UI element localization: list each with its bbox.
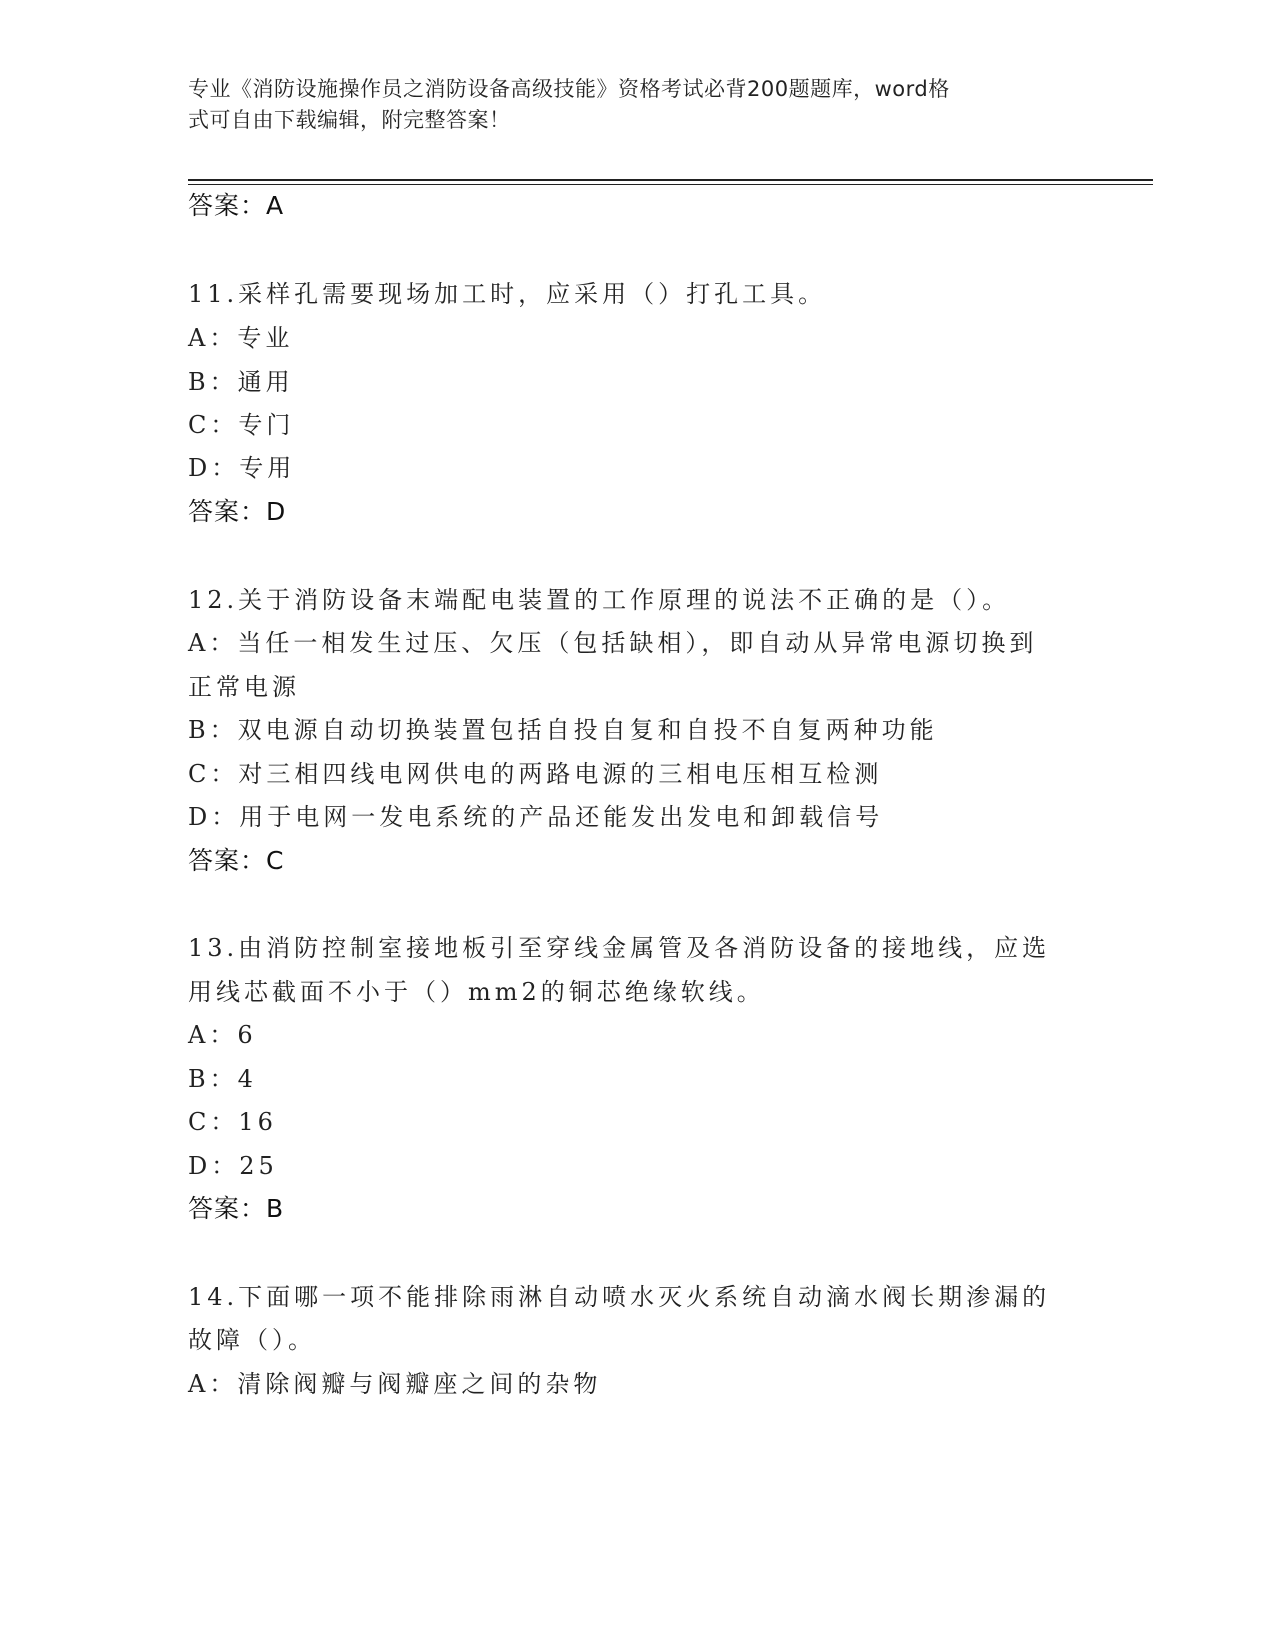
option-c: C：专门 <box>188 411 295 439</box>
option-b: B：双电源自动切换装置包括自投自复和自投不自复两种功能 <box>188 716 938 744</box>
option-b: B：4 <box>188 1065 257 1093</box>
answer-line: 答案：D <box>188 497 287 526</box>
option-a: A：清除阀瓣与阀瓣座之间的杂物 <box>188 1370 602 1398</box>
option-c: C：16 <box>188 1108 277 1136</box>
document-header <box>188 74 1068 136</box>
answer-line: 答案：B <box>188 1194 285 1223</box>
question-stem: 13.由消防控制室接地板引至穿线金属管及各消防设备的接地线，应选 <box>188 934 1051 962</box>
question-stem: 11.采样孔需要现场加工时，应采用（）打孔工具。 <box>188 280 827 308</box>
option-b: B：通用 <box>188 368 294 396</box>
option-d: D：25 <box>188 1152 278 1180</box>
question-stem-continued: 用线芯截面不小于（）mm2的铜芯绝缘软线。 <box>188 978 765 1006</box>
header-intro-line-2: 式可自由下载编辑，附完整答案！ <box>188 108 511 132</box>
question-stem-continued: 故障（）。 <box>188 1326 316 1354</box>
option-d: D：用于电网一发电系统的产品还能发出发电和卸载信号 <box>188 803 884 831</box>
option-a: A：当任一相发生过压、欠压（包括缺相），即自动从异常电源切换到 <box>188 629 1038 657</box>
header-intro-line-1: 专业《消防设施操作员之消防设备高级技能》资格考试必背200题题库，word格 <box>188 77 950 101</box>
option-a: A：专业 <box>188 324 294 352</box>
option-a: A：6 <box>188 1021 257 1049</box>
header-divider-thin <box>188 184 1153 185</box>
question-stem: 14.下面哪一项不能排除雨淋自动喷水灭火系统自动滴水阀长期渗漏的 <box>188 1283 1051 1311</box>
answer-line: 答案：C <box>188 846 285 875</box>
option-c: C：对三相四线电网供电的两路电源的三相电压相互检测 <box>188 760 883 788</box>
option-d: D：专用 <box>188 454 296 482</box>
option-a-continued: 正常电源 <box>188 673 300 701</box>
answer-line: 答案：A <box>188 191 285 220</box>
header-divider-thick <box>188 179 1153 181</box>
question-stem: 12.关于消防设备末端配电装置的工作原理的说法不正确的是（）。 <box>188 586 1011 614</box>
